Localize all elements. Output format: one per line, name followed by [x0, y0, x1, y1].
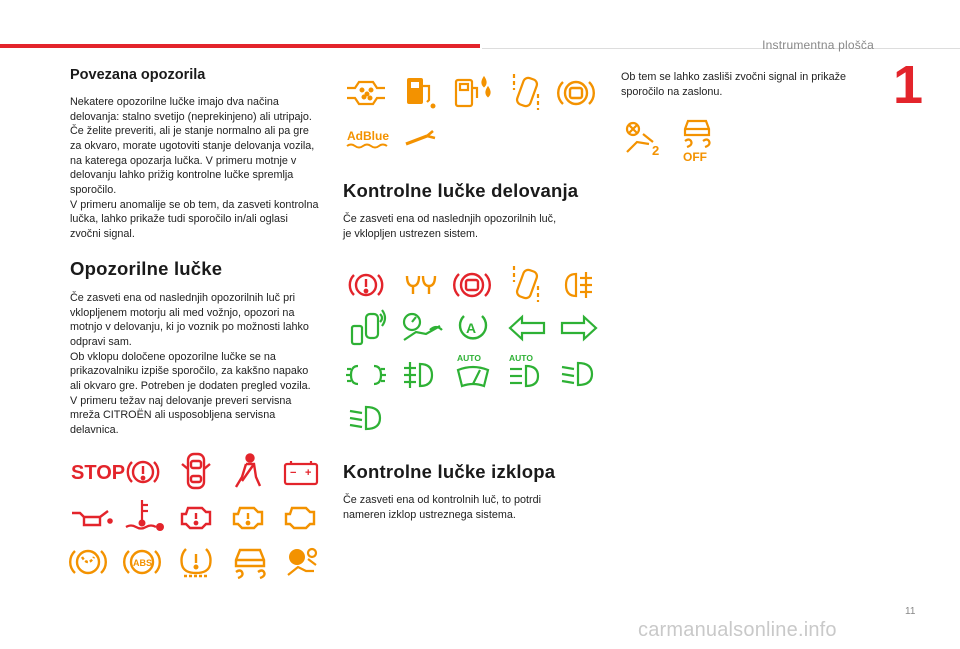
brake-icon [126, 455, 160, 489]
water-in-fuel-icon [452, 74, 492, 110]
tyre-pressure-icon [178, 545, 214, 579]
related-warnings-text: Nekatere opozorilne lučke imajo dva načina delovanja: stalno svetijo (neprekinjeno) ali utripajo. Če želite preveriti, ali je stanje normalno ali pa gre za okvaro, morate ugotoviti stanje delovanja vozila, na katerega opozarja lučka. V primeru motnje v delovanju lahko prižig kontrolne lučke spremlja sporočilo. V primeru anomalije se ob tem, da zasveti kontrolna lučka, lahko prikaže tudi sporočilo in/ali oglasi zvočni signal. [70, 96, 319, 241]
related-warnings-heading: Povezana opozorila [70, 67, 206, 83]
auto-wiper-label: AUTO [457, 353, 481, 363]
abs-label: ABS [133, 558, 153, 568]
parking-brake-icon [348, 268, 384, 302]
seatbelt-icon [232, 453, 264, 489]
section-title: Instrumentna plošča [762, 38, 874, 52]
coolant-temperature-icon [124, 497, 166, 533]
skid-control-off-icon [677, 117, 717, 163]
dipped-beam-icon [348, 404, 384, 432]
header-rule [482, 48, 960, 49]
glow-plug-icon [403, 272, 439, 298]
oil-pressure-icon [70, 505, 112, 529]
battery-minus-label: − [290, 467, 297, 479]
auto-headlamps-label: AUTO [509, 353, 533, 363]
lane-number-label: 2 [652, 143, 660, 158]
skid-control-icon [230, 544, 270, 580]
sound-note-text: Ob tem se lahko zasliši zvočni signal in prikaže sporočilo na zaslonu. [621, 71, 847, 98]
battery-icon [283, 458, 319, 486]
auto-headlamps-icon [506, 352, 544, 392]
brake-pad-icon [70, 545, 106, 579]
service-wrench-icon [403, 128, 437, 150]
operation-lamps-heading: Kontrolne lučke delovanja [343, 180, 579, 201]
page-number: 11 [905, 606, 916, 617]
rear-fog-icon [562, 270, 596, 300]
parking-brake-auto-icon [454, 268, 490, 302]
auto-wiper-icon [454, 352, 492, 392]
engine-fault-icon [180, 502, 214, 530]
low-fuel-icon [403, 74, 439, 110]
high-beam-icon [560, 360, 596, 388]
door-open-icon [180, 452, 212, 490]
particle-filter-icon [345, 78, 387, 108]
stop-icon [70, 458, 126, 484]
adblue-label: AdBlue [347, 129, 389, 143]
adblue-icon [345, 126, 391, 152]
assist-letter: A [466, 320, 477, 336]
left-indicator-icon [508, 314, 546, 342]
abs-icon [124, 545, 160, 579]
door-open-2-icon [508, 72, 544, 112]
battery-plus-label: + [305, 467, 312, 479]
lane-departure-off-icon [623, 120, 667, 158]
right-indicator-icon [560, 314, 598, 342]
sidelights-icon [345, 362, 387, 388]
warning-lamps-heading: Opozorilne lučke [70, 258, 223, 279]
chapter-number: 1 [893, 55, 924, 115]
off-label: OFF [683, 150, 707, 164]
engine-fault-3-icon [284, 502, 318, 530]
operation-lamps-text: Če zasveti ena od naslednjih opozorilnih luč, je vklopljen ustrezen sistem. [343, 213, 557, 240]
header-accent-bar [0, 44, 480, 48]
cruise-control-icon [400, 310, 444, 344]
auto-stop-icon [456, 310, 490, 344]
airbag-off-icon [284, 545, 320, 579]
keyless-start-icon [348, 308, 388, 348]
remote-key-icon [508, 264, 544, 304]
stop-label: STOP [71, 462, 126, 484]
deactivation-lamps-text: Če zasveti ena od kontrolnih luč, to potrdi nameren izklop ustreznega sistema. [343, 494, 542, 521]
deactivation-lamps-heading: Kontrolne lučke izklopa [343, 461, 556, 482]
brake-circle-icon [558, 76, 594, 110]
front-fog-icon [402, 360, 436, 390]
engine-fault-2-icon [232, 502, 266, 530]
warning-lamps-text: Če zasveti ena od naslednjih opozorilnih luč pri vklopljenem motorju ali med vožnjo, opozori na motnjo v delovanju, ki jo voznik po možnosti lahko odpravi sam. Ob vklopu določene opozorilne lučke se na prikazovalniku izpiše sporočilo, za kakšno napako ali okvaro gre. Potreben je dodaten pregled vozila. V primeru težav naj delovanje preveri servisna mreža CITROËN ali usposobljena servisna delavnica. [70, 292, 311, 437]
watermark: carmanualsonline.info [638, 619, 837, 641]
